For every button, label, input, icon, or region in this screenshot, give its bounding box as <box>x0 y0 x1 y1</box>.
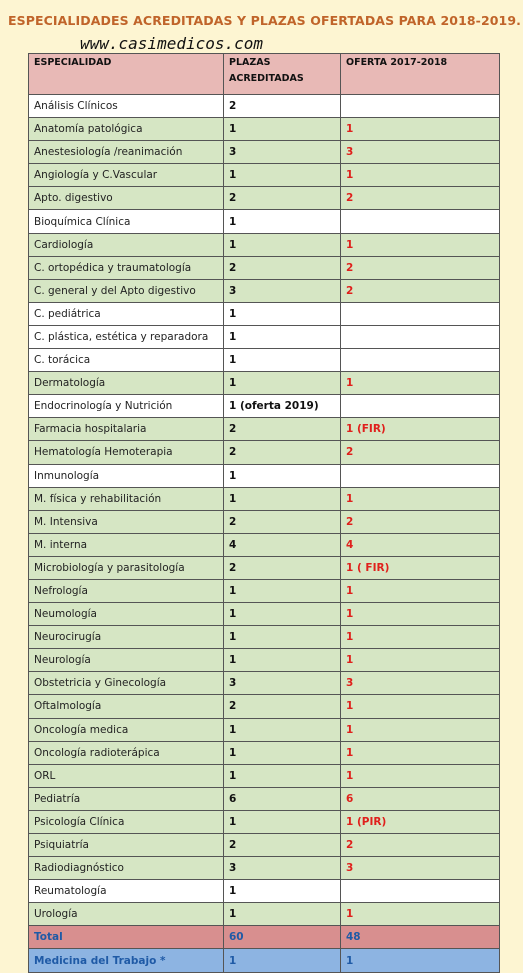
specialty-name-cell: Farmacia hospitalaria <box>29 418 224 441</box>
plazas-cell: 2 <box>224 510 341 533</box>
specialty-name-cell: Neumología <box>29 603 224 626</box>
oferta-cell <box>341 95 500 118</box>
table-row <box>29 95 500 118</box>
oferta-cell: 1 <box>341 649 500 672</box>
plazas-cell: 1 <box>224 741 341 764</box>
specialty-name-cell: M. interna <box>29 533 224 556</box>
oferta-cell: 1 <box>341 741 500 764</box>
table-row <box>29 857 500 880</box>
table-row <box>29 626 500 649</box>
plazas-cell: 1 <box>224 210 341 233</box>
plazas-cell: 1 <box>224 810 341 833</box>
oferta-cell <box>341 395 500 418</box>
specialty-name-cell: Psiquiatría <box>29 834 224 857</box>
plazas-cell: 1 <box>224 164 341 187</box>
table-row <box>29 649 500 672</box>
specialty-name-cell: Microbiología y parasitología <box>29 556 224 579</box>
oferta-cell: 3 <box>341 672 500 695</box>
oferta-cell: 1 <box>341 903 500 926</box>
specialty-name-cell: Hematología Hemoterapia <box>29 441 224 464</box>
oferta-cell: 2 <box>341 187 500 210</box>
specialty-name-cell: Reumatología <box>29 880 224 903</box>
oferta-cell: 1 ( FIR) <box>341 556 500 579</box>
oferta-cell: 2 <box>341 256 500 279</box>
specialty-name-cell: Bioquímica Clínica <box>29 210 224 233</box>
specialty-name-cell: Apto. digestivo <box>29 187 224 210</box>
trabajo-plazas: 1 <box>224 949 341 972</box>
plazas-cell: 1 <box>224 764 341 787</box>
plazas-cell: 1 <box>224 349 341 372</box>
header-plazas <box>224 54 341 95</box>
table-row <box>29 787 500 810</box>
specialty-name-cell: C. torácica <box>29 349 224 372</box>
plazas-cell: 2 <box>224 695 341 718</box>
table-row <box>29 487 500 510</box>
table-row <box>29 579 500 602</box>
oferta-cell <box>341 349 500 372</box>
oferta-cell <box>341 880 500 903</box>
specialty-name-cell: M. Intensiva <box>29 510 224 533</box>
specialty-name-cell: C. ortopédica y traumatología <box>29 256 224 279</box>
specialty-name-cell: Oncología medica <box>29 718 224 741</box>
table-row <box>29 395 500 418</box>
oferta-cell: 1 <box>341 764 500 787</box>
oferta-cell: 1 <box>341 233 500 256</box>
plazas-cell: 1 <box>224 325 341 348</box>
oferta-cell: 1 <box>341 579 500 602</box>
plazas-cell: 1 <box>224 649 341 672</box>
plazas-cell: 1 (oferta 2019) <box>224 395 341 418</box>
specialty-name-cell: C. general y del Apto digestivo <box>29 279 224 302</box>
table-row <box>29 233 500 256</box>
plazas-cell: 1 <box>224 487 341 510</box>
medicina-trabajo-row <box>29 949 500 972</box>
specialty-name-cell: Pediatría <box>29 787 224 810</box>
oferta-cell: 4 <box>341 533 500 556</box>
specialty-name-cell: Oftalmología <box>29 695 224 718</box>
oferta-cell <box>341 464 500 487</box>
plazas-cell: 1 <box>224 603 341 626</box>
header-plazas-line1: PLAZAS <box>229 57 271 68</box>
plazas-cell: 2 <box>224 418 341 441</box>
table-row <box>29 533 500 556</box>
oferta-cell: 2 <box>341 279 500 302</box>
table-row <box>29 141 500 164</box>
table-row <box>29 210 500 233</box>
plazas-cell: 2 <box>224 256 341 279</box>
oferta-cell <box>341 302 500 325</box>
specialty-name-cell: Neurocirugía <box>29 626 224 649</box>
header-especialidad: ESPECIALIDAD <box>29 54 224 95</box>
total-plazas: 60 <box>224 926 341 949</box>
table-row <box>29 903 500 926</box>
plazas-cell: 3 <box>224 672 341 695</box>
oferta-cell: 1 <box>341 718 500 741</box>
table-row <box>29 164 500 187</box>
oferta-cell: 1 <box>341 164 500 187</box>
specialty-name-cell: Anatomía patológica <box>29 118 224 141</box>
table-row <box>29 349 500 372</box>
header-oferta: OFERTA 2017-2018 <box>341 54 500 95</box>
oferta-cell: 1 <box>341 695 500 718</box>
oferta-cell: 2 <box>341 510 500 533</box>
table-row <box>29 603 500 626</box>
plazas-cell: 1 <box>224 233 341 256</box>
table-row <box>29 764 500 787</box>
table-row <box>29 718 500 741</box>
oferta-cell: 3 <box>341 857 500 880</box>
table-row <box>29 441 500 464</box>
specialty-name-cell: Neurología <box>29 649 224 672</box>
table-row <box>29 302 500 325</box>
plazas-cell: 3 <box>224 279 341 302</box>
oferta-cell: 2 <box>341 834 500 857</box>
table-row <box>29 187 500 210</box>
table-row <box>29 810 500 833</box>
plazas-cell: 4 <box>224 533 341 556</box>
specialty-name-cell: C. pediátrica <box>29 302 224 325</box>
table-row <box>29 741 500 764</box>
trabajo-oferta: 1 <box>341 949 500 972</box>
plazas-cell: 1 <box>224 464 341 487</box>
table-row <box>29 510 500 533</box>
plazas-cell: 1 <box>224 880 341 903</box>
table-row <box>29 279 500 302</box>
table-row <box>29 418 500 441</box>
plazas-cell: 1 <box>224 118 341 141</box>
table-header-row <box>29 54 500 95</box>
specialty-name-cell: Urología <box>29 903 224 926</box>
specialty-name-cell: M. física y rehabilitación <box>29 487 224 510</box>
table-row <box>29 464 500 487</box>
plazas-cell: 6 <box>224 787 341 810</box>
page-title: ESPECIALIDADES ACREDITADAS Y PLAZAS OFERTADAS PARA 2018-2019. <box>7 13 521 28</box>
table-row <box>29 372 500 395</box>
plazas-cell: 1 <box>224 372 341 395</box>
table-row <box>29 834 500 857</box>
specialty-name-cell: Inmunología <box>29 464 224 487</box>
oferta-cell: 6 <box>341 787 500 810</box>
table-body <box>29 95 500 926</box>
specialty-name-cell: Angiología y C.Vascular <box>29 164 224 187</box>
plazas-cell: 1 <box>224 626 341 649</box>
specialty-name-cell: Oncología radioterápica <box>29 741 224 764</box>
oferta-cell: 3 <box>341 141 500 164</box>
specialty-name-cell: Anestesiología /reanimación <box>29 141 224 164</box>
plazas-cell: 2 <box>224 441 341 464</box>
plazas-cell: 1 <box>224 579 341 602</box>
plazas-cell: 1 <box>224 302 341 325</box>
specialty-name-cell: Nefrología <box>29 579 224 602</box>
oferta-cell: 1 <box>341 603 500 626</box>
specialty-name-cell: C. plástica, estética y reparadora <box>29 325 224 348</box>
specialty-name-cell: Endocrinología y Nutrición <box>29 395 224 418</box>
site-url: www.casimedicos.com <box>80 34 264 53</box>
oferta-cell <box>341 210 500 233</box>
plazas-cell: 2 <box>224 556 341 579</box>
table-row <box>29 325 500 348</box>
oferta-cell: 1 <box>341 487 500 510</box>
specialties-table <box>28 53 500 973</box>
table-row <box>29 695 500 718</box>
specialty-name-cell: Psicología Clínica <box>29 810 224 833</box>
plazas-cell: 2 <box>224 187 341 210</box>
plazas-cell: 3 <box>224 141 341 164</box>
specialty-name-cell: Dermatología <box>29 372 224 395</box>
oferta-cell: 1 <box>341 118 500 141</box>
plazas-cell: 1 <box>224 718 341 741</box>
oferta-cell: 1 (FIR) <box>341 418 500 441</box>
total-row <box>29 926 500 949</box>
oferta-cell: 1 <box>341 626 500 649</box>
plazas-cell: 3 <box>224 857 341 880</box>
oferta-cell: 2 <box>341 441 500 464</box>
table-row <box>29 880 500 903</box>
specialty-name-cell: ORL <box>29 764 224 787</box>
total-label: Total <box>29 926 224 949</box>
table-row <box>29 256 500 279</box>
oferta-cell: 1 (PIR) <box>341 810 500 833</box>
plazas-cell: 2 <box>224 834 341 857</box>
specialty-name-cell: Radiodiagnóstico <box>29 857 224 880</box>
specialty-name-cell: Cardiología <box>29 233 224 256</box>
specialty-name-cell: Análisis Clínicos <box>29 95 224 118</box>
table-row <box>29 556 500 579</box>
table-row <box>29 672 500 695</box>
trabajo-label: Medicina del Trabajo * <box>29 949 224 972</box>
oferta-cell: 1 <box>341 372 500 395</box>
header-plazas-line2: ACREDITADAS <box>229 73 304 84</box>
oferta-cell <box>341 325 500 348</box>
plazas-cell: 2 <box>224 95 341 118</box>
specialty-name-cell: Obstetricia y Ginecología <box>29 672 224 695</box>
total-oferta: 48 <box>341 926 500 949</box>
plazas-cell: 1 <box>224 903 341 926</box>
table-row <box>29 118 500 141</box>
